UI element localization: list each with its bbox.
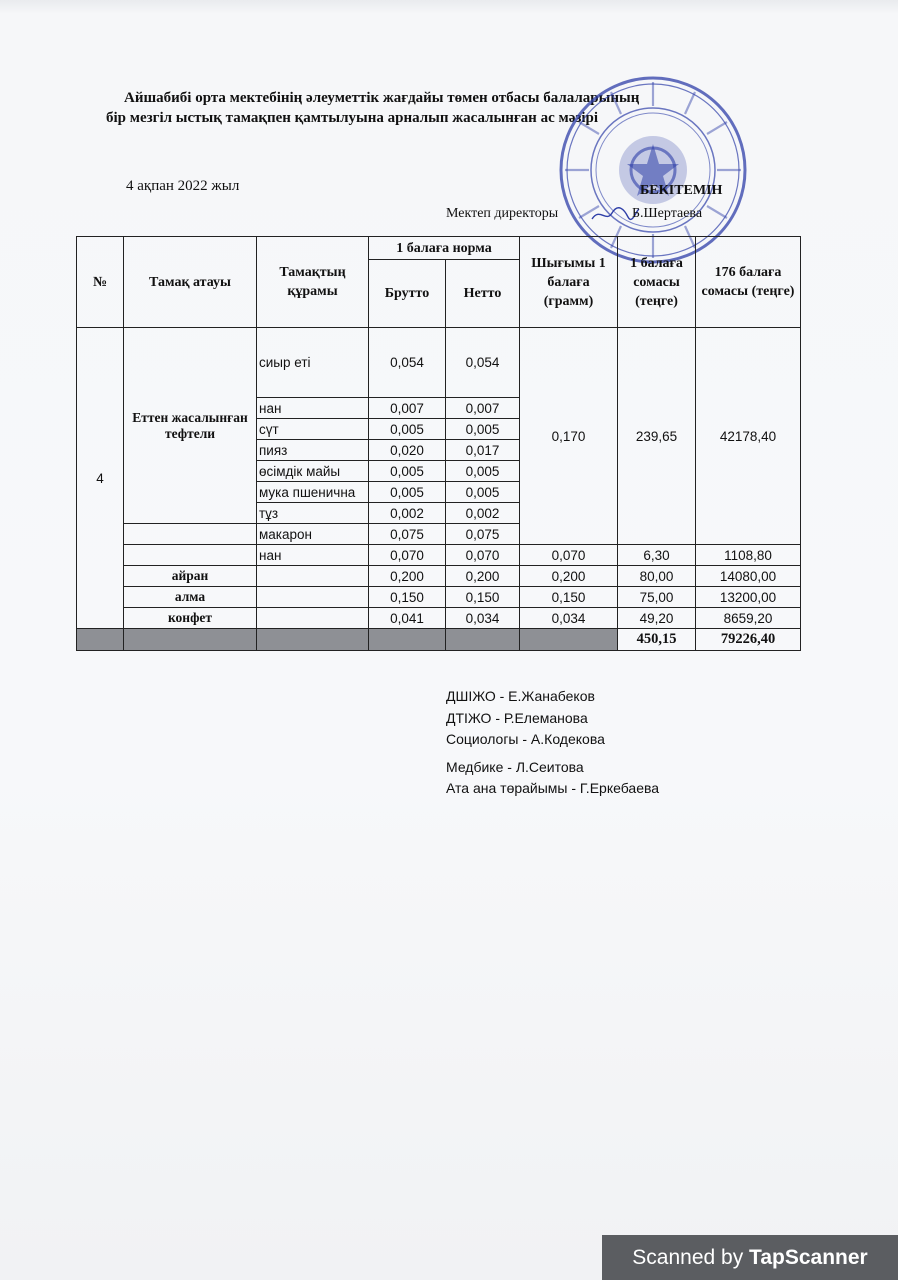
shaded-cell [520, 629, 618, 651]
item-name: айран [124, 566, 257, 587]
dish-name: Еттен жасалынған тефтели [124, 328, 257, 524]
item-output: 0,200 [520, 566, 618, 587]
shaded-cell [77, 629, 124, 651]
header-output: Шығымы 1 балаға (грамм) [520, 237, 618, 328]
ingredient-brutto: 0,075 [369, 524, 446, 545]
bread-cost-176: 1108,80 [696, 545, 801, 566]
title-line-1: Айшабибі орта мектебінің әлеуметтік жағдайы төмен отбасы балаларының [124, 90, 640, 106]
ingredient-name: пияз [257, 440, 369, 461]
row-number: 4 [77, 328, 124, 629]
ingredient-brutto: 0,005 [369, 419, 446, 440]
ingredient-brutto: 0,005 [369, 482, 446, 503]
ingredient-brutto: 0,005 [369, 461, 446, 482]
scanner-watermark [602, 1235, 898, 1280]
item-netto: 0,150 [446, 587, 520, 608]
item-cost-one: 75,00 [618, 587, 696, 608]
total-cost-one: 450,15 [618, 629, 696, 651]
ingredient-name: макарон [257, 524, 369, 545]
ingredient-netto: 0,017 [446, 440, 520, 461]
bread-composition: нан [257, 545, 369, 566]
bread-netto: 0,070 [446, 545, 520, 566]
header-composition: Тамақтың құрамы [257, 237, 369, 328]
ingredient-netto: 0,002 [446, 503, 520, 524]
shaded-cell [124, 629, 257, 651]
empty-cell [257, 566, 369, 587]
watermark-prefix: Scanned by [632, 1246, 750, 1269]
director-name: Б.Шертаева [632, 206, 703, 221]
ingredient-name: нан [257, 398, 369, 419]
ingredient-brutto: 0,002 [369, 503, 446, 524]
committee-member: Социологы - А.Кодекова [446, 731, 605, 747]
item-cost-176: 13200,00 [696, 587, 801, 608]
ingredient-netto: 0,007 [446, 398, 520, 419]
item-netto: 0,200 [446, 566, 520, 587]
bread-output: 0,070 [520, 545, 618, 566]
header-netto: Нетто [446, 260, 520, 328]
bread-brutto: 0,070 [369, 545, 446, 566]
committee-list [446, 686, 659, 800]
item-brutto: 0,041 [369, 608, 446, 629]
empty-cell [124, 545, 257, 566]
shaded-cell [257, 629, 369, 651]
item-netto: 0,034 [446, 608, 520, 629]
watermark-brand: TapScanner [749, 1246, 868, 1269]
header-cost-176: 176 балаға сомасы (теңге) [696, 237, 801, 328]
header-cost-one: 1 балаға сомасы (теңге) [618, 237, 696, 328]
dish-cost-one: 239,65 [618, 328, 696, 545]
ingredient-netto: 0,005 [446, 419, 520, 440]
committee-member: Ата ана төрайымы - Г.Еркебаева [446, 780, 660, 796]
item-name: алма [124, 587, 257, 608]
approval-label: БЕКІТЕМІН [640, 183, 723, 198]
total-cost-176: 79226,40 [696, 629, 801, 651]
ingredient-name: сүт [257, 419, 369, 440]
header-brutto: Брутто [369, 260, 446, 328]
shaded-cell [446, 629, 520, 651]
ingredient-netto: 0,005 [446, 482, 520, 503]
ingredient-name: мука пшенична [257, 482, 369, 503]
director-label: Мектеп директоры [446, 206, 559, 221]
item-brutto: 0,150 [369, 587, 446, 608]
ingredient-netto: 0,005 [446, 461, 520, 482]
ingredient-brutto: 0,020 [369, 440, 446, 461]
committee-member: ДТІЖО - Р.Елеманова [446, 709, 588, 726]
item-name: конфет [124, 608, 257, 629]
item-cost-176: 14080,00 [696, 566, 801, 587]
item-output: 0,150 [520, 587, 618, 608]
title-line-2: бір мезгіл ыстық тамақпен қамтылуына арналып жасалынған ас мәзірі [106, 110, 599, 126]
ingredient-brutto: 0,054 [369, 328, 446, 398]
committee-member: ДШІЖО - Е.Жанабеков [446, 688, 595, 704]
empty-cell [257, 608, 369, 629]
menu-table [76, 236, 801, 651]
shaded-cell [369, 629, 446, 651]
header-norm-group: 1 балаға норма [369, 237, 520, 260]
item-cost-one: 80,00 [618, 566, 696, 587]
ingredient-netto: 0,054 [446, 328, 520, 398]
ingredient-name: өсімдік майы [257, 461, 369, 482]
ingredient-brutto: 0,007 [369, 398, 446, 419]
item-cost-one: 49,20 [618, 608, 696, 629]
document-date: 4 ақпан 2022 жыл [126, 178, 240, 194]
ingredient-netto: 0,075 [446, 524, 520, 545]
committee-member: Медбике - Л.Сеитова [446, 758, 584, 775]
header-no: № [77, 237, 124, 328]
empty-cell [257, 587, 369, 608]
ingredient-name: тұз [257, 503, 369, 524]
item-brutto: 0,200 [369, 566, 446, 587]
ingredient-name: сиыр еті [257, 328, 369, 398]
dish-output: 0,170 [520, 328, 618, 545]
empty-cell [124, 524, 257, 545]
bread-cost-one: 6,30 [618, 545, 696, 566]
item-output: 0,034 [520, 608, 618, 629]
header-name: Тамақ атауы [124, 237, 257, 328]
item-cost-176: 8659,20 [696, 608, 801, 629]
dish-cost-176: 42178,40 [696, 328, 801, 545]
